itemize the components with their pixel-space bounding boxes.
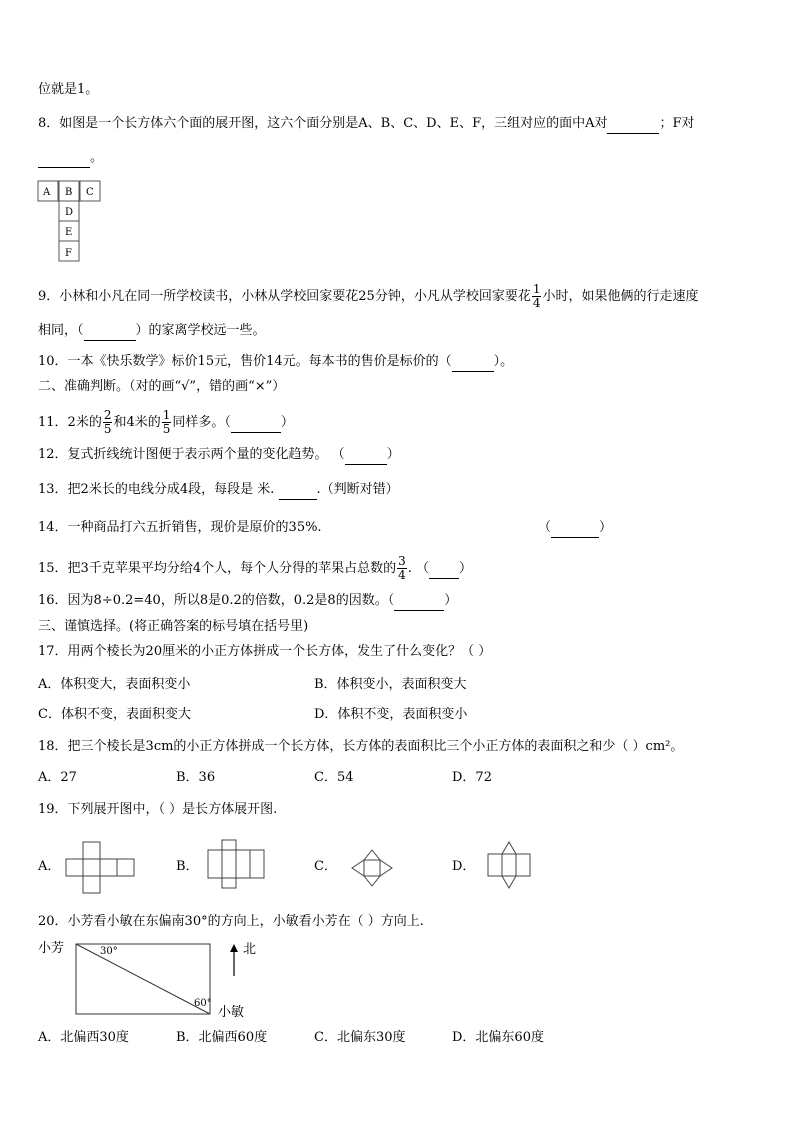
- q17-option-c[interactable]: C．体积不变，表面积变大: [38, 707, 191, 722]
- q11-a: 11．2米的: [38, 415, 102, 430]
- q20-direction-figure: [76, 944, 216, 1018]
- q15-b: . （: [407, 561, 429, 576]
- section-3-heading: 三、谨慎选择。(将正确答案的标号填在括号里): [38, 619, 309, 634]
- q19-net-a-figure: [66, 842, 136, 894]
- q18-option-c[interactable]: C．54: [314, 770, 354, 785]
- q9-frac-den: 4: [532, 296, 541, 310]
- q15-n: 3: [398, 554, 406, 568]
- q14-text: 14．一种商品打六五折销售，现价是原价的35%.: [38, 520, 322, 535]
- net-label-e: E: [65, 227, 73, 238]
- q9-blank[interactable]: [84, 322, 136, 341]
- q14-blank[interactable]: [551, 519, 599, 538]
- q13-blank[interactable]: [279, 481, 317, 500]
- q19-option-c[interactable]: C．: [314, 859, 337, 874]
- net-label-f: F: [65, 248, 72, 259]
- q12-blank[interactable]: [345, 446, 387, 465]
- q8-blank-a[interactable]: [607, 115, 659, 134]
- q16-a: 16．因为8÷0.2=40，所以8是0.2的倍数，0.2是8的因数。（: [38, 593, 395, 608]
- q20-label-xiaofang: 小芳: [38, 941, 65, 956]
- q15-d: 4: [398, 568, 406, 582]
- q11-frac-1: [103, 409, 113, 436]
- q10-text-b: ）。: [493, 354, 514, 369]
- q19-net-b-figure: [208, 840, 268, 890]
- q12-a: 12．复式折线统计图便于表示两个量的变化趋势。 （: [38, 447, 345, 462]
- q8-text-a: 8．如图是一个长方体六个面的展开图，这六个面分别是A、B、C、D、E、F，三组对应的面中A对: [38, 116, 608, 131]
- q18-option-b[interactable]: B．36: [176, 770, 216, 785]
- q17-option-a[interactable]: A．体积变大，表面积变小: [38, 677, 191, 692]
- net-label-d: D: [65, 207, 74, 218]
- q14-b: （: [538, 520, 552, 535]
- net-label-a: A: [43, 187, 51, 198]
- q20-angle-30: 30°: [100, 946, 118, 957]
- q10-blank[interactable]: [452, 353, 494, 372]
- q11-d1: 5: [103, 422, 112, 436]
- q20-angle-60: 60°: [194, 998, 212, 1009]
- q8-net-figure: [38, 181, 108, 263]
- q9-text-b: 小时，如果他俩的行走速度: [542, 289, 699, 304]
- q20-option-c[interactable]: C．北偏东30度: [314, 1030, 406, 1045]
- q11-blank[interactable]: [231, 414, 281, 433]
- q16-b: ）: [444, 593, 458, 608]
- q14-c: ）: [599, 520, 613, 535]
- q7-tail: 位就是1。: [38, 82, 99, 97]
- q9-line2-b: ）的家离学校远一些。: [135, 323, 266, 338]
- q20-option-b[interactable]: B．北偏西60度: [176, 1030, 268, 1045]
- net-label-c: C: [86, 187, 94, 198]
- q16-blank[interactable]: [394, 592, 444, 611]
- q8-line1: [38, 115, 695, 134]
- q15-c: ）: [459, 561, 473, 576]
- q18-text: 18．把三个棱长是3cm的小正方体拼成一个长方体，长方体的表面积比三个小正方体的表面积之和少（ ）cm²。: [38, 739, 684, 754]
- q20-diagonal: [76, 944, 210, 1014]
- q15-a: 15．把3千克苹果平均分给4个人，每个人分得的苹果占总数的: [38, 561, 397, 576]
- q15-blank[interactable]: [429, 560, 459, 579]
- q11: [38, 409, 294, 436]
- q19-option-a[interactable]: A．: [38, 859, 61, 874]
- q13: [38, 481, 399, 500]
- q11-n1: 2: [103, 408, 112, 422]
- q8-end: 。: [90, 150, 104, 165]
- q8-line2: [38, 149, 103, 168]
- north-arrow-icon: [228, 944, 242, 978]
- q15-fraction: [397, 555, 407, 582]
- q11-c: 同样多。（: [172, 415, 231, 430]
- q10: [38, 353, 513, 372]
- q11-frac-2: [162, 409, 172, 436]
- q9-line1: [38, 283, 698, 310]
- q20-label-xiaomin: 小敏: [218, 1005, 245, 1020]
- q11-n2: 1: [162, 408, 171, 422]
- q13-b: .（判断对错）: [316, 482, 399, 497]
- q19-text: 19．下列展开图中，（ ）是长方体展开图.: [38, 802, 278, 817]
- q18-option-d[interactable]: D．72: [452, 770, 492, 785]
- q11-d: ）: [280, 415, 294, 430]
- q11-b: 和4米的: [113, 415, 161, 430]
- q18-option-a[interactable]: A．27: [38, 770, 77, 785]
- net-label-b: B: [65, 187, 73, 198]
- section-2-heading: 二、准确判断。（对的画“√”，错的画“×”）: [38, 379, 286, 394]
- q13-a: 13．把2米长的电线分成4段，每段是 米.: [38, 482, 275, 497]
- q15: [38, 555, 472, 582]
- q20-option-a[interactable]: A．北偏西30度: [38, 1030, 129, 1045]
- q9-line2: [38, 322, 266, 341]
- q12: [38, 446, 400, 465]
- q20-option-d[interactable]: D．北偏东60度: [452, 1030, 544, 1045]
- q10-text-a: 10．一本《快乐数学》标价15元，售价14元。每本书的售价是标价的（: [38, 354, 452, 369]
- q17-option-d[interactable]: D．体积不变，表面积变小: [314, 707, 468, 722]
- q9-line2-a: 相同，（: [38, 323, 84, 338]
- q12-b: ）: [386, 447, 400, 462]
- q19-net-c-figure: [350, 850, 396, 890]
- q8-text-b: ；F对: [659, 116, 695, 131]
- q20-label-north: 北: [243, 942, 257, 957]
- q17-option-b[interactable]: B．体积变小，表面积变大: [314, 677, 467, 692]
- q17-text: 17．用两个棱长为20厘米的小正方体拼成一个长方体，发生了什么变化？（ ）: [38, 644, 492, 659]
- q16: [38, 592, 457, 611]
- q8-blank-f[interactable]: [38, 149, 90, 168]
- q14-answer: [538, 519, 612, 538]
- q19-option-d[interactable]: D．: [452, 859, 476, 874]
- q9-text-a: 9．小林和小凡在同一所学校读书，小林从学校回家要花25分钟，小凡从学校回家要花: [38, 289, 531, 304]
- q11-d2: 5: [162, 422, 171, 436]
- q9-frac-num: 1: [532, 282, 541, 296]
- q19-net-d-figure: [488, 842, 532, 890]
- q19-option-b[interactable]: B．: [176, 859, 199, 874]
- q9-fraction: [532, 283, 542, 310]
- q20-text: 20．小芳看小敏在东偏南30°的方向上，小敏看小芳在（ ）方向上.: [38, 914, 424, 929]
